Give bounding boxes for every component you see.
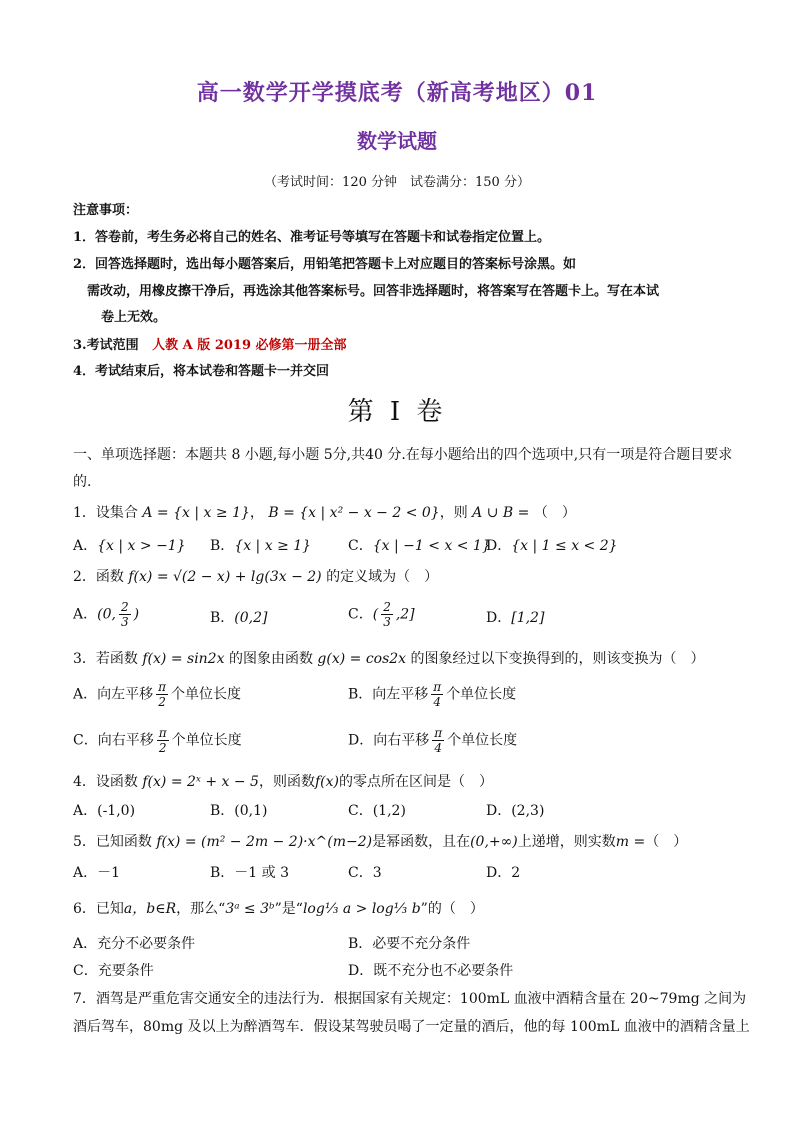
q1-option-d [486,535,618,555]
q3-stem-mid: 的图象由函数 [228,651,313,667]
q3-option-b-label: B．向左平移 [348,686,429,703]
q3-option-c-numerator: π [158,726,167,740]
q4-stem-mid: ，则函数 [258,774,315,790]
q2-option-b-text: (0,2] [234,610,268,626]
q1-union: A ∪ B = [472,505,530,521]
q2-option-a-open: (0, [97,606,116,623]
q6-stem-start: 6．已知 [73,901,124,917]
question-3-stem [73,648,705,668]
question-5-stem [73,831,687,851]
q6-option-d: D．既不充分也不必要条件 [348,963,514,979]
q3-stem-end: 的图象经过以下变换得到的，则该变换为（ ） [410,651,705,667]
q6-condition-1: 3ᵃ ≤ 3ᵇ [225,901,275,917]
q2-option-d-label: D． [486,610,512,626]
q2-option-a-label: A． [73,606,98,623]
q2-option-c-numerator: 2 [383,600,391,614]
note-3-scope: 人教 A 版 2019 必修第一册全部 [152,338,347,353]
q1-set-b: B = {x | x² − x − 2 < 0} [268,505,440,521]
q2-option-c-denominator: 3 [383,615,391,629]
q3-option-b-unit: 个单位长度 [446,686,517,703]
q2-option-c-close: ,2] [395,606,415,623]
q3-option-a-label: A．向左平移 [73,686,154,703]
q1-option-b-text: {x | x ≥ 1} [234,538,312,554]
q3-option-a-numerator: π [158,680,167,694]
q3-function-f: f(x) = sin2x [142,651,225,667]
q3-option-d-numerator: π [434,726,443,740]
part-title: 第 I 卷 [347,397,447,427]
q2-option-a-numerator: 2 [120,600,129,614]
q5-option-d: D．2 [486,865,521,881]
q1-stem-mid: ，则 [439,505,468,521]
q1-option-b [210,535,311,555]
q2-stem-end: 的定义域为（ ） [326,569,439,585]
q4-function: f(x) = 2ˣ + x − 5 [142,774,259,790]
section-heading-line2: 的. [73,474,92,490]
q3-option-d-label: D．向右平移 [348,732,430,749]
q1-stem-start: 1．设集合 [73,505,138,521]
q1-option-c-label: C． [348,538,373,554]
q6-option-b: B．必要不充分条件 [348,936,471,952]
q2-function: f(x) = √(2 − x) + lg(3x − 2) [128,569,322,585]
q2-option-d [486,607,544,627]
note-4: 4．考试结束后，将本试卷和答题卡一并交回 [73,364,330,379]
note-3-prefix: 3.考试范围 [73,338,139,353]
q5-variable: m = [615,834,646,850]
q5-interval: (0,+∞) [470,834,518,850]
q3-option-d [348,726,517,755]
q3-option-c-denominator: 2 [158,741,167,755]
q6-variables: a，b∈R [123,901,177,917]
note-3 [73,334,347,353]
q5-stem-start: 5．已知函数 [73,834,152,850]
q2-option-b [210,607,268,627]
q5-stem-mid: 是幂函数，且在 [372,834,471,850]
q5-function: f(x) = (m² − 2m − 2)·x^(m−2) [156,834,373,850]
q3-option-a-unit: 个单位长度 [171,686,242,703]
q2-option-a-close: ) [133,606,140,623]
question-1-stem [73,502,576,522]
q6-stem-mid: ，那么“ [176,901,226,917]
q4-option-a: A．(-1,0) [73,803,136,819]
q1-option-c-text: {x | −1 < x < 1} [372,538,491,554]
q4-stem-end: 的零点所在区间是（ ） [338,774,493,790]
q1-comma: ， [249,505,264,521]
q1-option-c [348,535,491,555]
q1-option-a [73,535,186,555]
q3-option-a-denominator: 2 [158,695,166,709]
q3-option-b-denominator: 4 [433,695,442,709]
question-7-line2: 酒后驾车，80mg 及以上为醉酒驾车．假设某驾驶员喝了一定量的酒后，他的每 100mL 血液中的酒精含量上 [73,1019,750,1035]
q3-option-b-numerator: π [433,680,442,694]
q3-option-c [73,726,242,755]
q1-paren: （ ） [533,505,576,521]
q6-option-a: A．充分不必要条件 [73,936,196,952]
q4-function-name: f(x) [314,774,339,790]
section-heading-line1: 一、单项选择题：本题共 8 小题,每小题 5分,共40 分.在每小题给出的四个选项中,只有一项是符合题目要求 [73,447,733,463]
q5-option-c: C．3 [348,865,382,881]
q4-option-b: B．(0,1) [210,803,268,819]
exam-title: 高一数学开学摸底考（新高考地区）01 [196,80,598,106]
question-7-line1: 7．酒驾是严重危害交通安全的违法行为．根据国家有关规定：100mL 血液中酒精含量在 20~79mg 之间为 [73,991,747,1007]
question-2-stem [73,566,438,586]
q2-option-d-text: [1,2] [511,610,545,626]
q1-set-a: A = {x | x ≥ 1} [142,505,250,521]
q1-option-b-label: B． [210,538,235,554]
q5-paren: （ ） [645,834,688,850]
q4-option-d: D．(2,3) [486,803,545,819]
q1-option-d-label: D． [486,538,512,554]
q3-option-c-unit: 个单位长度 [171,732,242,749]
q3-option-c-label: C．向右平移 [73,732,154,749]
q6-stem-end: ”的（ ） [420,901,484,917]
q2-option-a-denominator: 3 [120,615,129,629]
question-4-stem [73,771,493,791]
question-6-stem [73,898,484,918]
q1-option-a-label: A． [73,538,98,554]
q2-option-b-label: B． [210,610,235,626]
note-1: 1．答卷前，考生务必将自己的姓名、准考证号等填写在答题卡和试卷指定位置上。 [73,230,551,245]
q4-option-c: C．(1,2) [348,803,406,819]
q6-option-c: C．充要条件 [73,963,154,979]
exam-subtitle: 数学试题 [357,129,437,153]
q3-option-d-unit: 个单位长度 [447,732,518,749]
q3-stem-start: 3．若函数 [73,651,138,667]
q1-option-a-text: {x | x > −1} [97,538,186,554]
q2-option-a [73,600,139,629]
q5-option-a: A．－1 [73,865,121,881]
q1-option-d-text: {x | 1 ≤ x < 2} [511,538,618,554]
note-2-line3: 卷上无效。 [101,310,167,325]
notes-heading: 注意事项： [73,203,139,218]
note-2-line1: 2．回答选择题时，选出每小题答案后，用铅笔把答题卡上对应题目的答案标号涂黑。如 [73,257,577,272]
q3-option-b [348,680,516,709]
q2-option-c-open: ( [372,606,379,623]
q3-option-d-denominator: 4 [434,741,442,755]
q2-stem-start: 2．函数 [73,569,124,585]
note-2-line2: 需改动，用橡皮擦干净后，再选涂其他答案标号。回答非选择题时，将答案写在答题卡上。写在本试 [87,284,660,299]
q3-function-g: g(x) = cos2x [317,651,407,667]
q3-option-a [73,680,241,709]
exam-time-info: （考试时间：120 分钟 试卷满分：150 分） [264,175,530,190]
q6-stem-mid2: ”是“ [274,901,303,917]
q4-stem-start: 4．设函数 [73,774,138,790]
q6-condition-2: log⅓ a > log⅓ b [302,901,421,917]
q2-option-c-label: C． [348,606,373,623]
q2-option-c [348,600,415,629]
q5-stem-mid2: 上递增，则实数 [517,834,616,850]
q5-option-b: B．－1 或 3 [210,865,290,881]
